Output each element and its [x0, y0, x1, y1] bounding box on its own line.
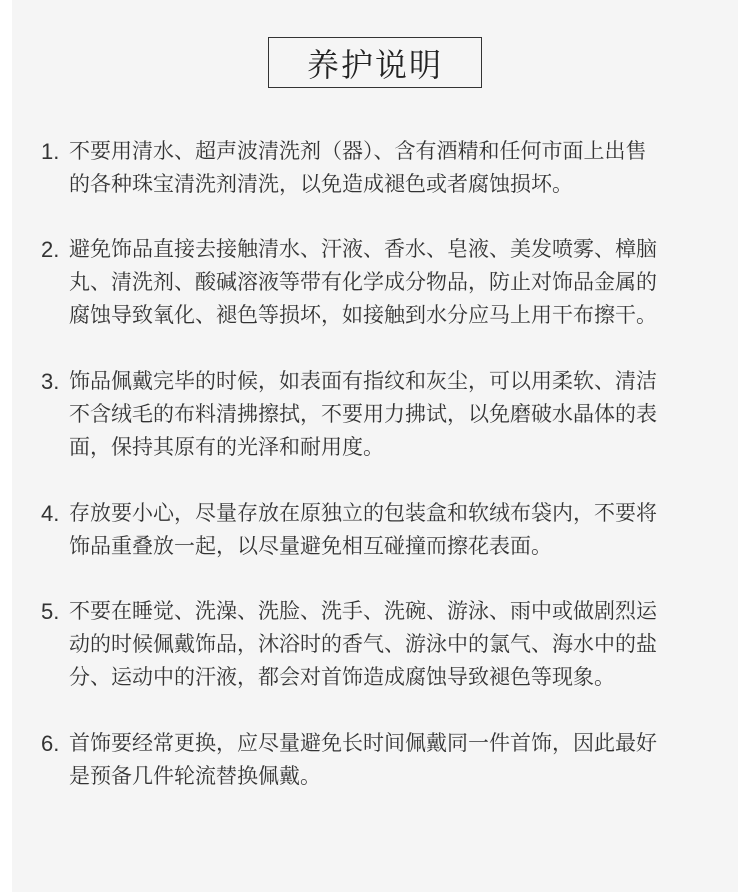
list-item-line: 不含绒毛的布料清拂擦拭，不要用力拂试，以免磨破水晶体的表 — [69, 402, 657, 426]
list-item-line: 饰品佩戴完毕的时候，如表面有指纹和灰尘，可以用柔软、清洁 — [69, 369, 657, 393]
list-item-line: 不要用清水、超声波清洗剂（器）、含有酒精和任何市面上出售 — [69, 139, 647, 163]
list-item-number: 5. — [41, 599, 60, 624]
list-item-text — [69, 727, 711, 793]
list-item-line: 丸、清洗剂、酸碱溶液等带有化学成分物品，防止对饰品金属的 — [69, 270, 657, 294]
list-item-text — [69, 233, 711, 332]
list-item-line: 不要在睡觉、洗澡、洗脸、洗手、洗碗、游泳、雨中或做剧烈运 — [69, 599, 657, 623]
list-item-number: 3. — [41, 369, 60, 394]
list-item-line: 避免饰品直接去接触清水、汗液、香水、皂液、美发喷雾、樟脑 — [69, 237, 657, 261]
list-item-text — [69, 595, 711, 694]
list-item-text — [69, 135, 711, 201]
list-item-text — [69, 365, 711, 464]
list-item — [41, 365, 711, 464]
list-item-line: 存放要小心，尽量存放在原独立的包装盒和软绒布袋内，不要将 — [69, 501, 657, 525]
page-title: 养护说明 — [268, 37, 482, 88]
list-item-line: 首饰要经常更换，应尽量避免长时间佩戴同一件首饰，因此最好 — [69, 731, 657, 755]
list-item-line: 动的时候佩戴饰品，沐浴时的香气、游泳中的氯气、海水中的盐 — [69, 632, 657, 656]
list-item-number: 4. — [41, 501, 60, 526]
list-item — [41, 727, 711, 793]
list-item-line: 的各种珠宝清洗剂清洗，以免造成褪色或者腐蚀损坏。 — [69, 172, 573, 196]
list-item-line: 腐蚀导致氧化、褪色等损坏，如接触到水分应马上用干布擦干。 — [69, 303, 657, 327]
list-item-number: 6. — [41, 731, 60, 756]
list-item-line: 面，保持其原有的光泽和耐用度。 — [69, 435, 384, 459]
list-item-line: 是预备几件轮流替换佩戴。 — [69, 764, 321, 788]
list-item — [41, 135, 711, 201]
list-item — [41, 497, 711, 563]
list-item — [41, 233, 711, 332]
list-item-line: 分、运动中的汗液，都会对首饰造成腐蚀导致褪色等现象。 — [69, 665, 615, 689]
list-item-line: 饰品重叠放一起，以尽量避免相互碰撞而擦花表面。 — [69, 534, 552, 558]
list-item-number: 2. — [41, 237, 60, 262]
list-item — [41, 595, 711, 694]
list-item-number: 1. — [41, 139, 60, 164]
list-item-text — [69, 497, 711, 563]
